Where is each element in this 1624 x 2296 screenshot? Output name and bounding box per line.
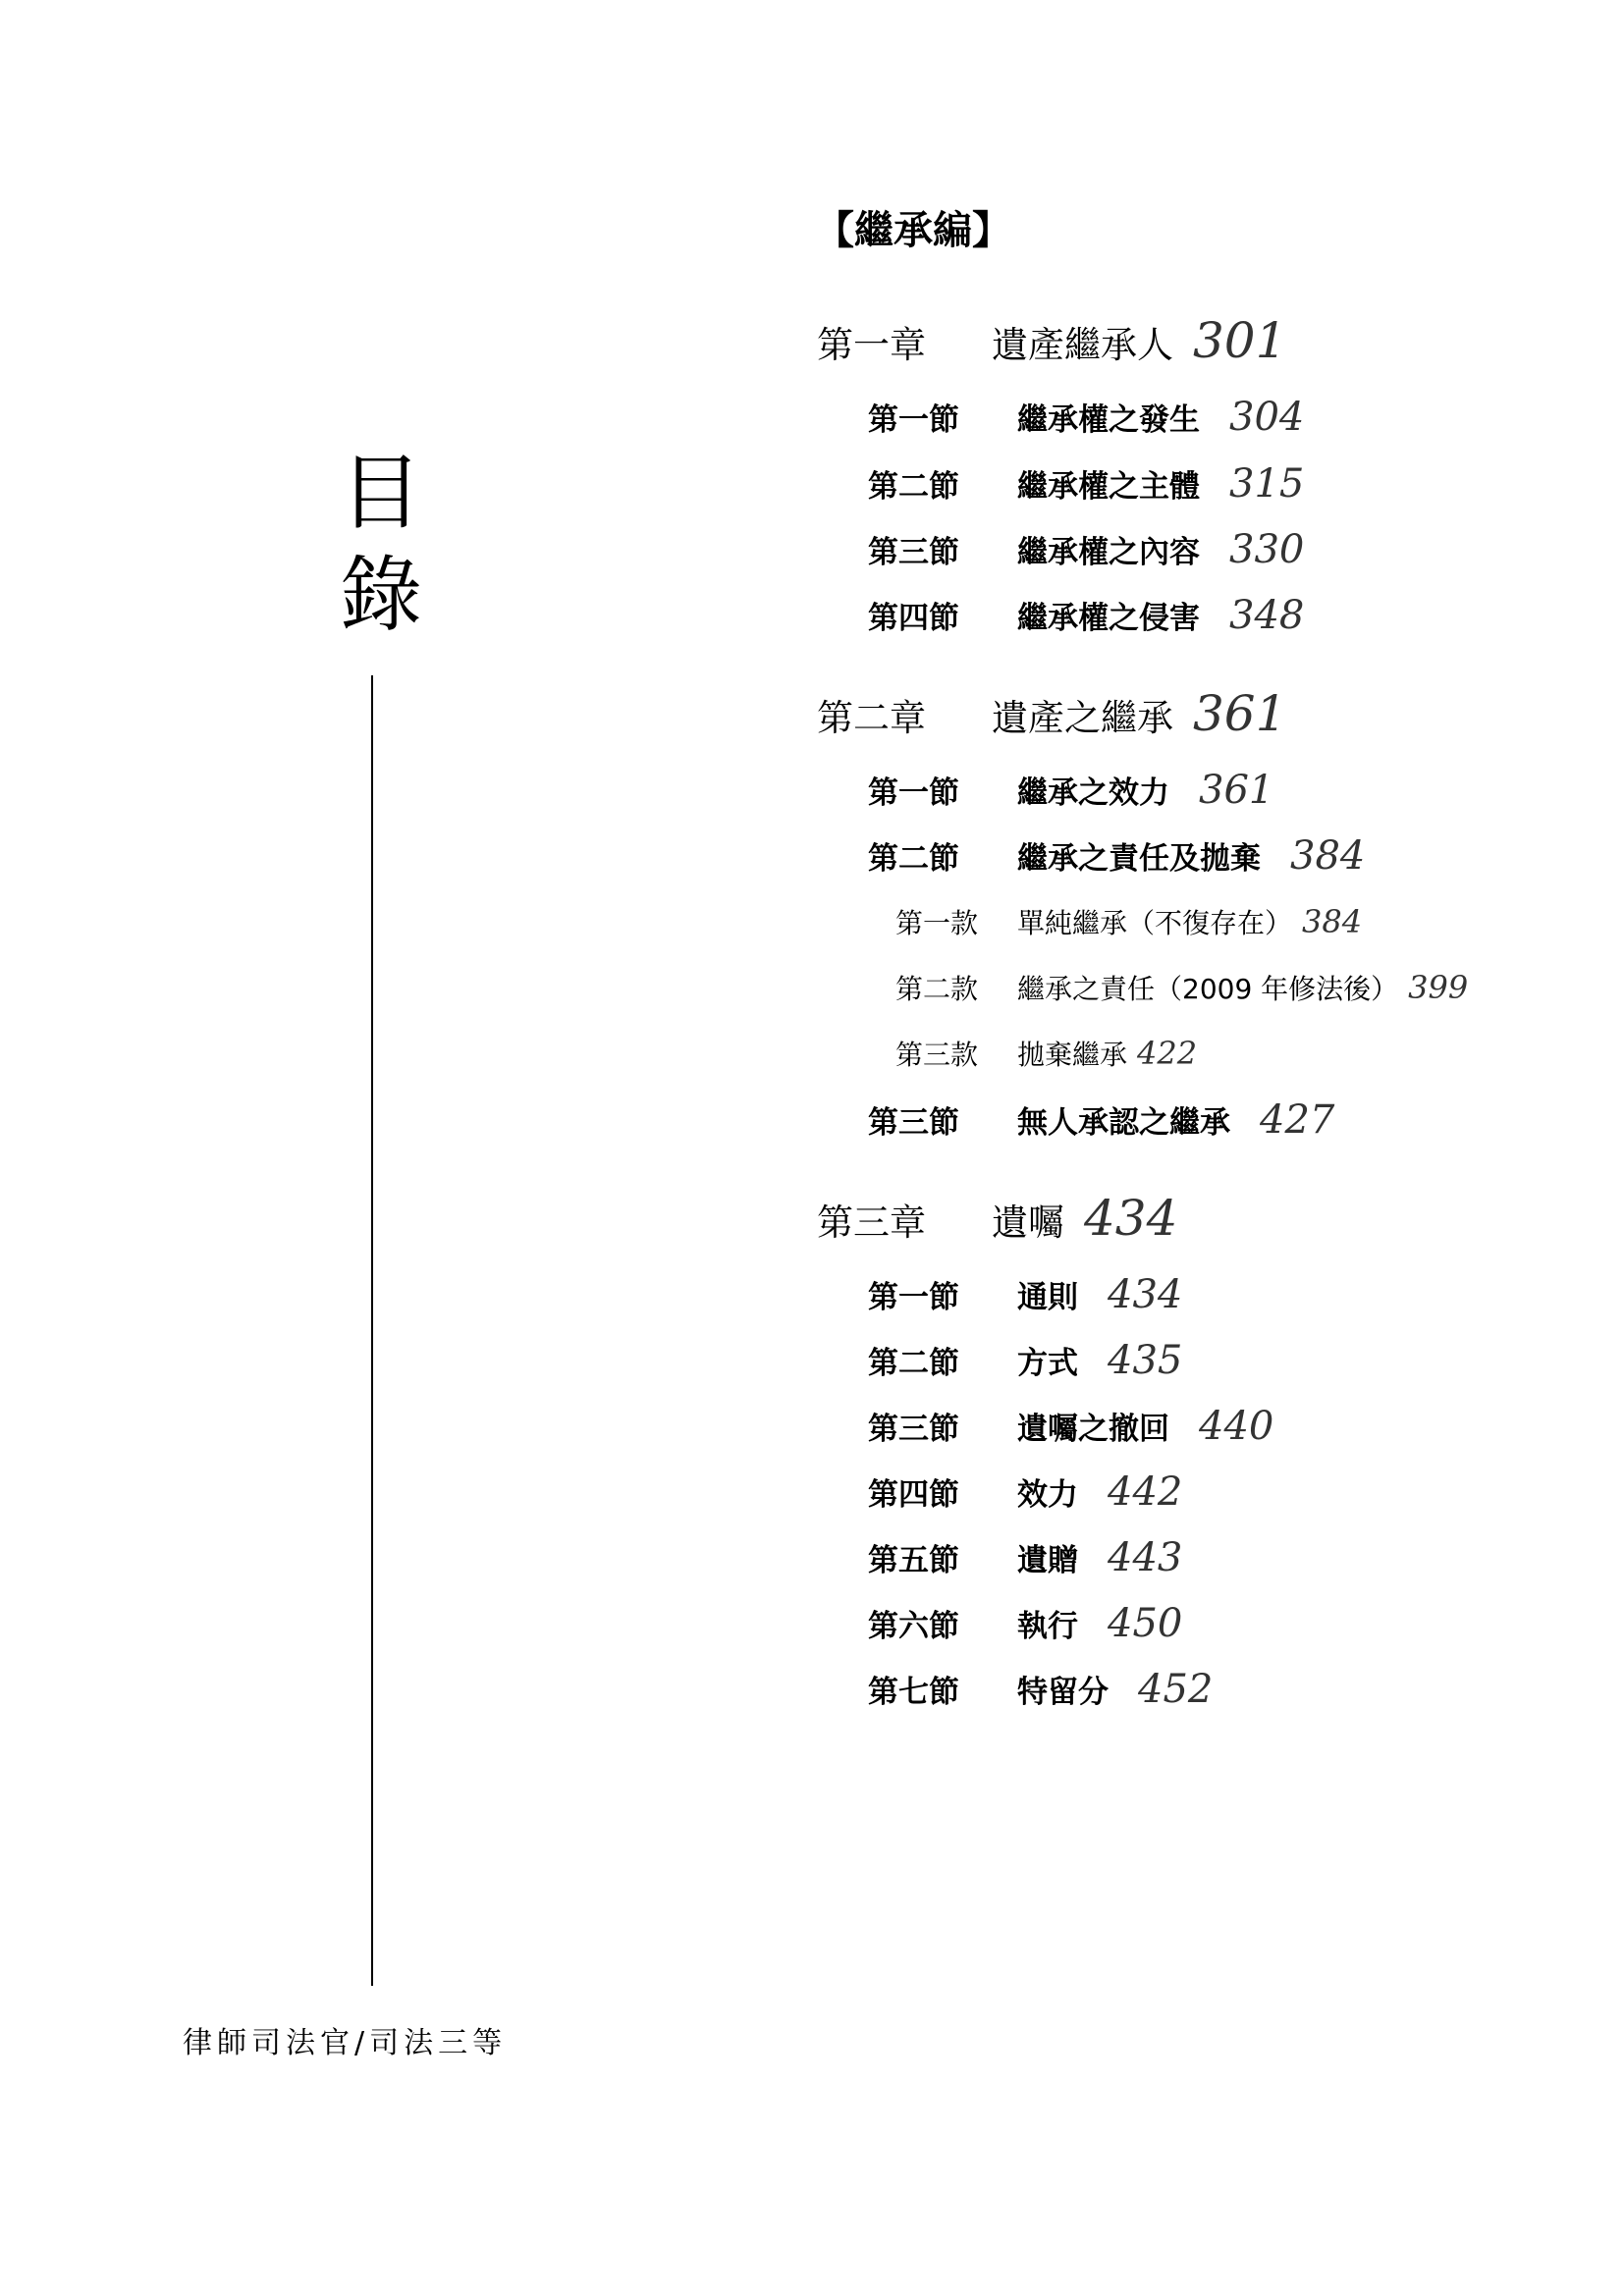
toc-section-number: 第二節 <box>868 469 959 505</box>
toc-section-row <box>868 833 1365 879</box>
toc-section-title: 效力 <box>1017 1477 1078 1513</box>
toc-section-row <box>868 1272 1182 1317</box>
toc-section-title: 繼承權之主體 <box>1017 469 1200 505</box>
toc-page-number: 361 <box>1199 768 1274 813</box>
toc-section-row <box>868 1404 1273 1449</box>
toc-page-number: 434 <box>1084 1190 1178 1247</box>
toc-page-number: 348 <box>1229 593 1305 638</box>
toc-page-number: 315 <box>1229 461 1305 507</box>
toc-section-number: 第二節 <box>868 1346 959 1381</box>
toc-clause-number: 第二款 <box>895 973 979 1005</box>
toc-section-title: 無人承認之繼承 <box>1017 1105 1230 1141</box>
toc-clause-row <box>895 1034 1197 1073</box>
exam-category-footer: 律師司法官/司法三等 <box>183 2026 508 2060</box>
toc-section-title: 特留分 <box>1017 1675 1109 1710</box>
toc-heading-char: 目 <box>339 445 422 541</box>
toc-page-number: 301 <box>1193 312 1287 369</box>
toc-page-number: 450 <box>1108 1601 1183 1646</box>
toc-page-number: 330 <box>1229 527 1305 572</box>
toc-chapter-row <box>817 685 1286 742</box>
toc-page-number: 434 <box>1108 1272 1183 1317</box>
toc-chapter-number: 第一章 <box>817 324 926 366</box>
toc-chapter-title: 遺產之繼承 <box>992 697 1173 739</box>
toc-section-row <box>868 1338 1182 1383</box>
toc-clause-number: 第一款 <box>895 907 979 939</box>
toc-section-row <box>868 768 1273 813</box>
toc-chapter-title: 遺囑 <box>992 1201 1064 1244</box>
toc-section-row <box>868 593 1304 638</box>
toc-section-row <box>868 1469 1182 1515</box>
toc-section-title: 執行 <box>1017 1609 1078 1644</box>
toc-section-title: 通則 <box>1017 1280 1078 1315</box>
toc-heading-char: 錄 <box>339 547 422 643</box>
toc-section-number: 第一節 <box>868 1280 959 1315</box>
toc-chapter-number: 第二章 <box>817 697 926 739</box>
toc-page-number: 435 <box>1108 1338 1183 1383</box>
toc-section-number: 第三節 <box>868 535 959 570</box>
toc-clause-row <box>895 902 1362 941</box>
toc-section-title: 遺贈 <box>1017 1543 1078 1578</box>
toc-page-number: 384 <box>1290 833 1366 879</box>
toc-section-number: 第一節 <box>868 775 959 811</box>
toc-section-number: 第三節 <box>868 1412 959 1447</box>
toc-page-number: 440 <box>1199 1404 1274 1449</box>
toc-clause-number: 第三款 <box>895 1039 979 1071</box>
toc-section-number: 第四節 <box>868 1477 959 1513</box>
toc-section-title: 繼承之責任及拋棄 <box>1017 841 1261 877</box>
toc-clause-title: 繼承之責任（2009 年修法後） <box>1017 973 1399 1005</box>
toc-section-title: 方式 <box>1017 1346 1078 1381</box>
toc-page-number: 442 <box>1108 1469 1183 1515</box>
toc-section-number: 第四節 <box>868 601 959 636</box>
toc-chapter-row <box>817 312 1286 369</box>
toc-section-title: 繼承之效力 <box>1017 775 1169 811</box>
toc-section-number: 第二節 <box>868 841 959 877</box>
toc-section-row <box>868 1535 1182 1580</box>
toc-section-number: 第七節 <box>868 1675 959 1710</box>
toc-page-number: 399 <box>1408 969 1469 1006</box>
toc-page-number: 384 <box>1302 903 1363 940</box>
toc-clause-row <box>895 968 1468 1007</box>
toc-section-title: 遺囑之撤回 <box>1017 1412 1169 1447</box>
toc-section-row <box>868 1097 1334 1143</box>
toc-chapter-row <box>817 1190 1177 1247</box>
toc-section-row <box>868 461 1304 507</box>
toc-section-row <box>868 395 1304 440</box>
toc-section-row <box>868 527 1304 572</box>
toc-section-number: 第五節 <box>868 1543 959 1578</box>
toc-section-title: 繼承權之發生 <box>1017 402 1200 438</box>
toc-section-title: 繼承權之內容 <box>1017 535 1200 570</box>
toc-page-number: 427 <box>1260 1097 1335 1143</box>
toc-chapter-number: 第三章 <box>817 1201 926 1244</box>
toc-section-number: 第六節 <box>868 1609 959 1644</box>
part-title: 【繼承編】 <box>815 208 1011 253</box>
toc-section-title: 繼承權之侵害 <box>1017 601 1200 636</box>
toc-page-number: 361 <box>1193 685 1287 742</box>
toc-section-row <box>868 1601 1182 1646</box>
toc-section-row <box>868 1667 1213 1712</box>
toc-section-number: 第三節 <box>868 1105 959 1141</box>
toc-section-number: 第一節 <box>868 402 959 438</box>
toc-clause-title: 單純繼承（不復存在） <box>1017 907 1293 939</box>
toc-page-number: 452 <box>1138 1667 1214 1712</box>
toc-chapter-title: 遺產繼承人 <box>992 324 1173 366</box>
toc-page-number: 422 <box>1137 1035 1198 1072</box>
toc-clause-title: 拋棄繼承 <box>1017 1039 1128 1071</box>
toc-page-number: 443 <box>1108 1535 1183 1580</box>
toc-page-number: 304 <box>1229 395 1305 440</box>
